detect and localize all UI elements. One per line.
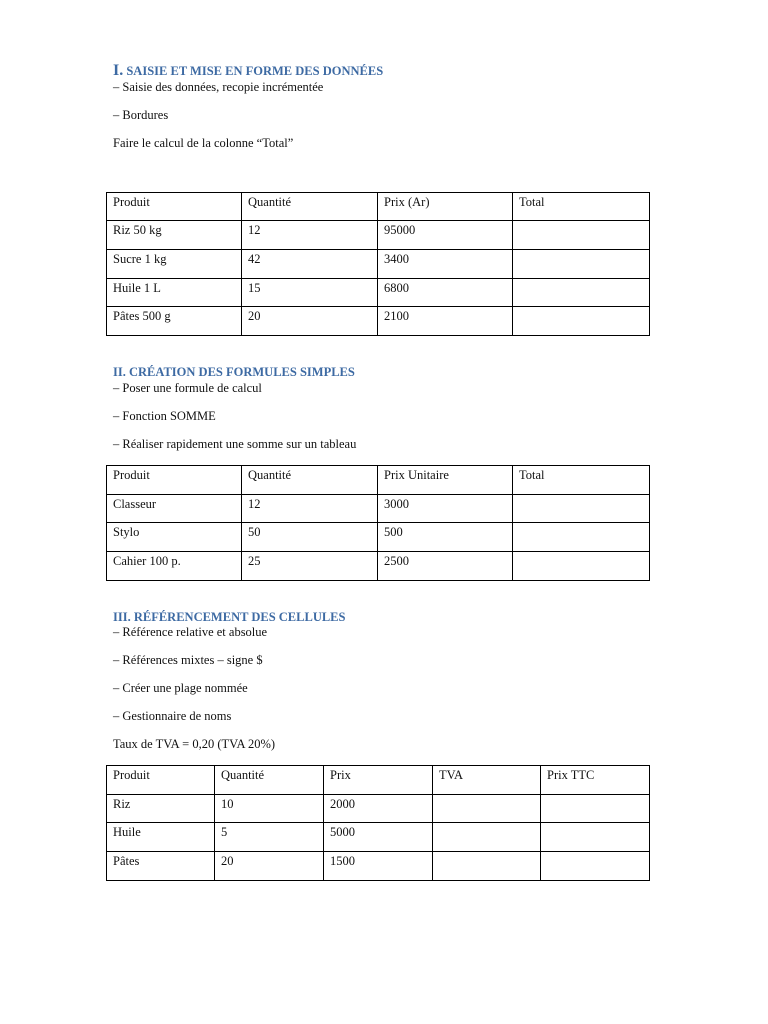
table-header-cell: Produit	[107, 466, 242, 495]
table-cell: Huile	[107, 823, 215, 852]
table-header-cell: Quantité	[215, 766, 324, 795]
section-1-title: SAISIE ET MISE EN FORME DES DONNÉES	[126, 64, 384, 78]
table-cell: 12	[242, 221, 378, 250]
table-cell: 6800	[378, 279, 513, 307]
table-cell: 2000	[324, 795, 433, 823]
table-cell: 3400	[378, 250, 513, 279]
table-cell: 15	[242, 279, 378, 307]
table-products-total	[106, 192, 650, 336]
section-1-bullet: – Saisie des données, recopie incrémentée	[113, 80, 324, 94]
table-cell: 5	[215, 823, 324, 852]
table-tva	[106, 765, 650, 881]
table-cell	[513, 307, 650, 336]
table-row	[107, 795, 650, 823]
table-header-cell: Prix TTC	[541, 766, 650, 795]
table-cell	[433, 823, 541, 852]
table-cell: 1500	[324, 852, 433, 881]
table-cell: 3000	[378, 495, 513, 523]
table-cell: 2500	[378, 552, 513, 581]
table-cell: 95000	[378, 221, 513, 250]
table-cell: Cahier 100 p.	[107, 552, 242, 581]
table-cell: Classeur	[107, 495, 242, 523]
table-cell: Pâtes 500 g	[107, 307, 242, 336]
table-cell: 10	[215, 795, 324, 823]
table-cell	[541, 852, 650, 881]
table-row	[107, 552, 650, 581]
table-header-row	[107, 193, 650, 221]
table-cell: 500	[378, 523, 513, 552]
table-header-cell: Quantité	[242, 466, 378, 495]
section-2-bullet: – Poser une formule de calcul	[113, 381, 262, 395]
table-header-cell: Quantité	[242, 193, 378, 221]
table-cell	[433, 795, 541, 823]
table-cell: 20	[215, 852, 324, 881]
section-3-bullet: – Créer une plage nommée	[113, 681, 248, 695]
table-header-row	[107, 466, 650, 495]
table-cell: Huile 1 L	[107, 279, 242, 307]
table-row	[107, 279, 650, 307]
table-cell: Riz 50 kg	[107, 221, 242, 250]
section-3-bullet: – Références mixtes – signe $	[113, 653, 263, 667]
table-header-cell: Produit	[107, 766, 215, 795]
table-row	[107, 250, 650, 279]
table-header-cell: Prix Unitaire	[378, 466, 513, 495]
section-2-bullet: – Réaliser rapidement une somme sur un tableau	[113, 437, 357, 451]
table-header-cell: Produit	[107, 193, 242, 221]
section-3-bullet: – Gestionnaire de noms	[113, 709, 232, 723]
table-cell	[541, 823, 650, 852]
table-row	[107, 852, 650, 881]
table-header-cell: Prix (Ar)	[378, 193, 513, 221]
table-row	[107, 495, 650, 523]
table-cell: Pâtes	[107, 852, 215, 881]
table-cell	[513, 495, 650, 523]
table-cell	[513, 279, 650, 307]
table-header-cell: Total	[513, 466, 650, 495]
section-3-bullet: – Référence relative et absolue	[113, 625, 268, 639]
table-cell	[513, 221, 650, 250]
table-header-cell: Prix	[324, 766, 433, 795]
section-2-heading: II. CRÉATION DES FORMULES SIMPLES	[113, 365, 355, 379]
table-cell: Stylo	[107, 523, 242, 552]
table-cell	[541, 795, 650, 823]
table-cell	[513, 523, 650, 552]
section-1-instruction: Faire le calcul de la colonne “Total”	[113, 136, 294, 150]
table-cell: Riz	[107, 795, 215, 823]
table-cell: 42	[242, 250, 378, 279]
table-header-cell: Total	[513, 193, 650, 221]
table-cell: 12	[242, 495, 378, 523]
section-3-heading: III. RÉFÉRENCEMENT DES CELLULES	[113, 610, 346, 624]
table-row	[107, 823, 650, 852]
table-row	[107, 221, 650, 250]
section-1-heading	[113, 62, 383, 80]
table-cell	[433, 852, 541, 881]
table-cell: 20	[242, 307, 378, 336]
table-cell: 50	[242, 523, 378, 552]
table-cell: 25	[242, 552, 378, 581]
tva-note: Taux de TVA = 0,20 (TVA 20%)	[113, 737, 276, 751]
table-unit-price	[106, 465, 650, 581]
table-header-cell: TVA	[433, 766, 541, 795]
table-row	[107, 307, 650, 336]
section-1-numeral: I.	[113, 62, 124, 79]
table-cell	[513, 250, 650, 279]
table-cell: Sucre 1 kg	[107, 250, 242, 279]
section-2-bullet: – Fonction SOMME	[113, 409, 216, 423]
table-header-row	[107, 766, 650, 795]
table-cell: 5000	[324, 823, 433, 852]
table-row	[107, 523, 650, 552]
table-cell	[513, 552, 650, 581]
section-1-bullet: – Bordures	[113, 108, 169, 122]
table-cell: 2100	[378, 307, 513, 336]
